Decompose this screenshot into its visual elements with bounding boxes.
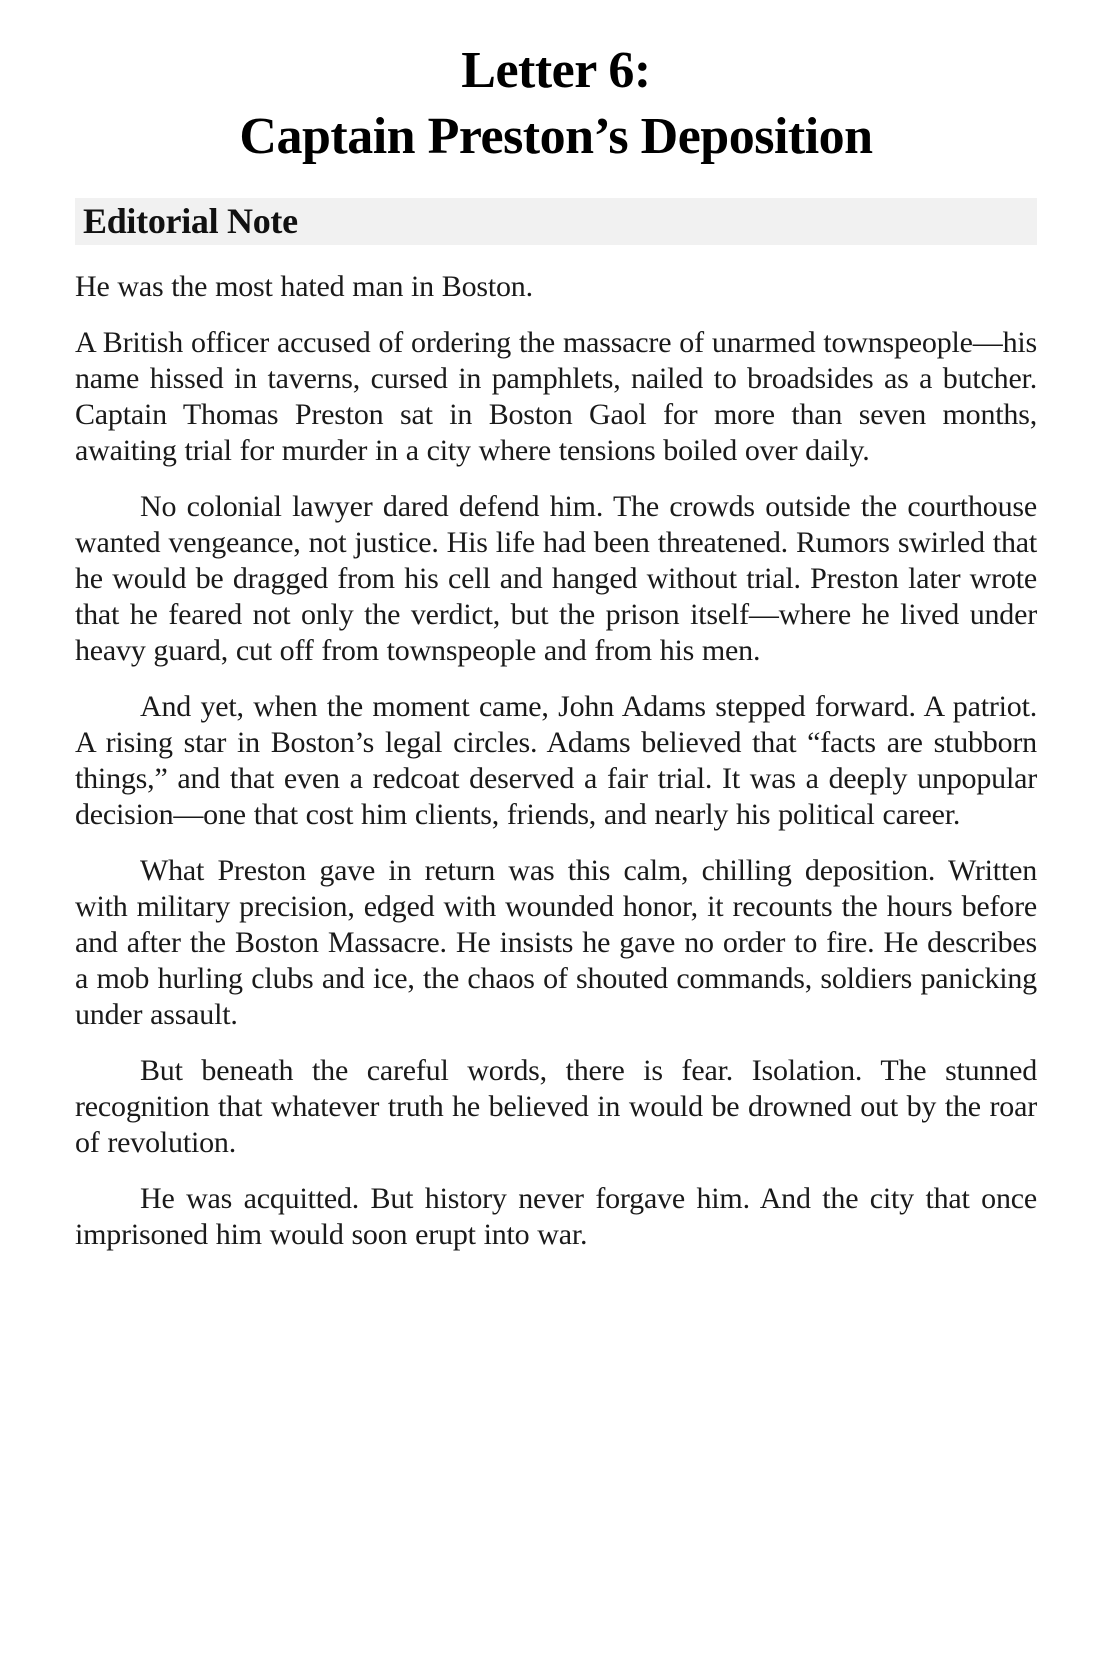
paragraph: He was the most hated man in Boston. xyxy=(75,270,533,303)
document-title xyxy=(75,38,1037,170)
document-title-line-1: Letter 6: xyxy=(461,42,651,99)
document-title-line-2: Captain Preston’s Deposition xyxy=(239,108,873,165)
paragraph: A British officer accused of ordering the massacre of unarmed townspeople—his name hissed in taverns, cursed in pamphlets, nailed to broadsides as a butcher. Captain Thomas Preston sat in Boston Gaol for more than seven months, awaiting trial for murder in a city where tensions boiled over daily. xyxy=(75,326,1037,467)
section-heading-editorial-note: Editorial Note xyxy=(75,198,1037,245)
paragraph: But beneath the careful words, there is fear. Isolation. The stunned recognition that whatever truth he believed in would be drowned out by the roar of revolution. xyxy=(75,1054,1037,1159)
paragraph: He was acquitted. But history never forgave him. And the city that once imprisoned him would soon erupt into war. xyxy=(75,1182,1037,1251)
paragraph: No colonial lawyer dared defend him. The crowds outside the courthouse wanted vengeance, not justice. His life had been threatened. Rumors swirled that he would be dragged from his cell and hanged without trial. Preston later wrote that he feared not only the verdict, but the prison itself—where he lived under heavy guard, cut off from townspeople and from his men. xyxy=(75,490,1037,667)
paragraph: And yet, when the moment came, John Adams stepped forward. A patriot. A rising star in Boston’s legal circles. Adams believed that “facts are stubborn things,” and that even a redcoat deserved a fair trial. It was a deeply unpopular decision—one that cost him clients, friends, and nearly his political career. xyxy=(75,690,1037,831)
editorial-note-body xyxy=(75,269,1037,1253)
paragraph: What Preston gave in return was this calm, chilling deposition. Written with military precision, edged with wounded honor, it recounts the hours before and after the Boston Massacre. He insists he gave no order to fire. He describes a mob hurling clubs and ice, the chaos of shouted commands, soldiers panicking under assault. xyxy=(75,854,1037,1031)
